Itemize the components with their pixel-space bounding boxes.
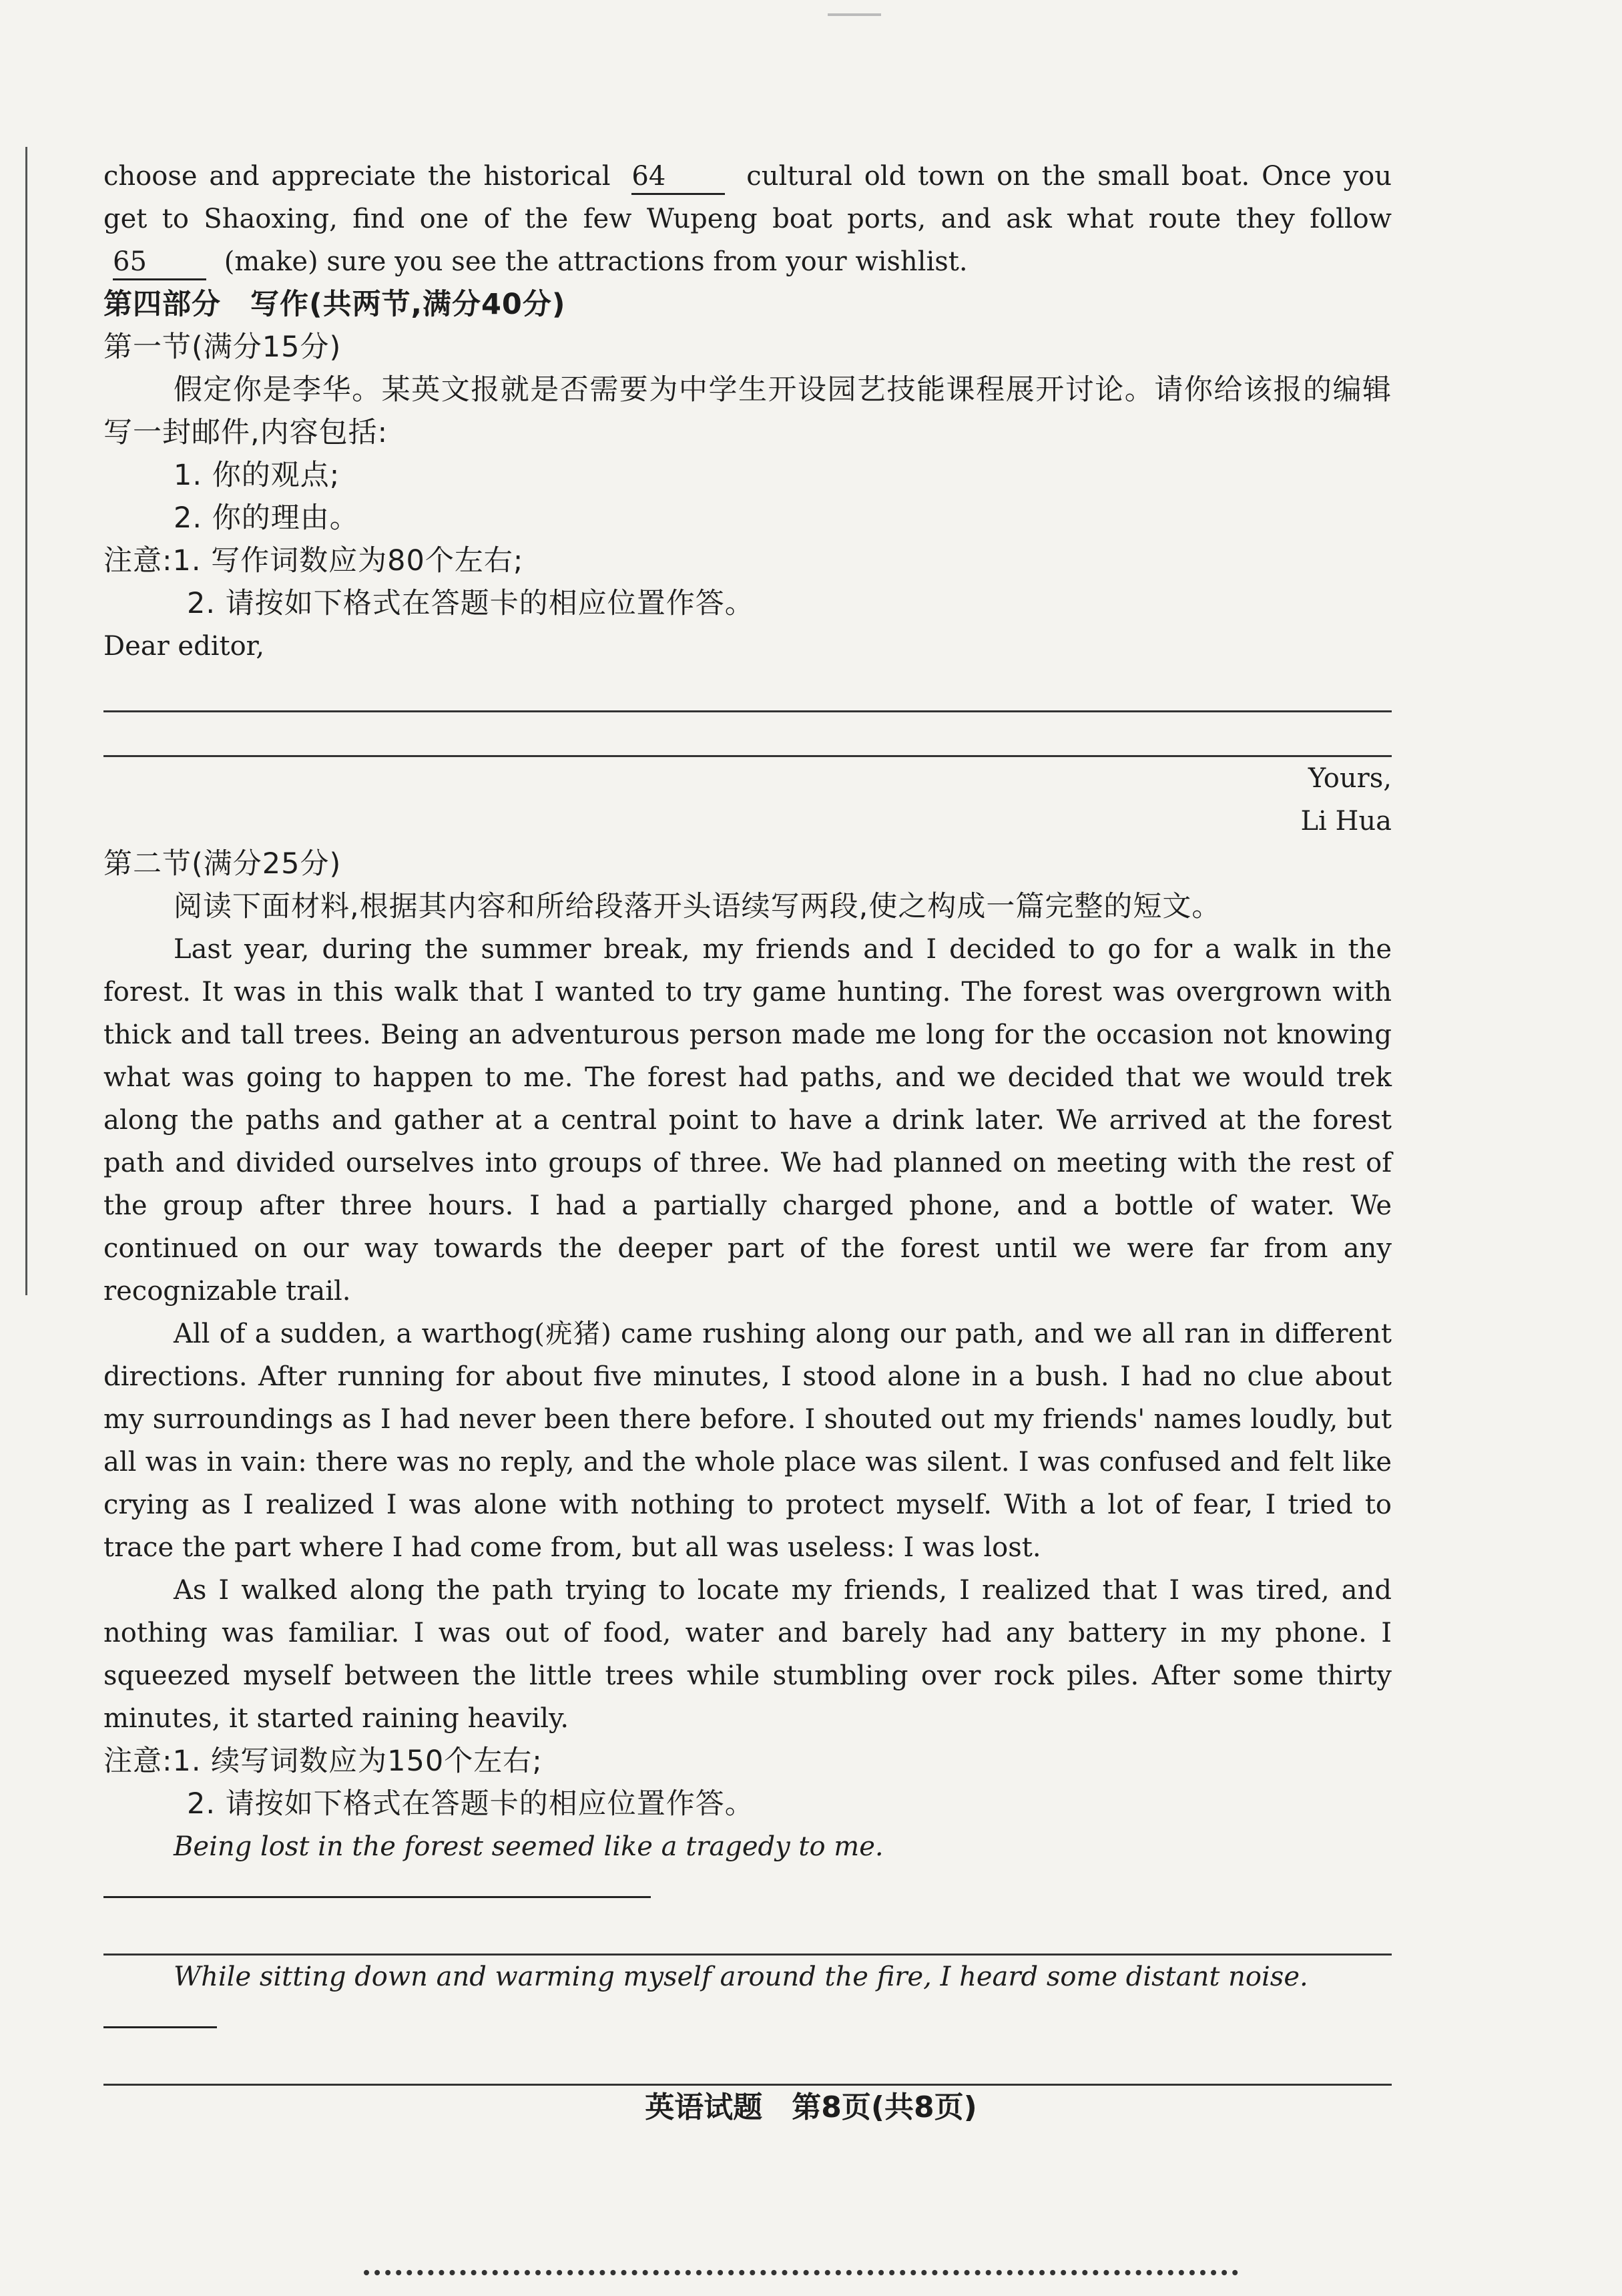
page-content (103, 155, 1392, 2086)
closing: Yours, (1308, 763, 1392, 794)
blank-65[interactable]: 65 (113, 245, 206, 280)
section1-prompt: 假定你是李华。某英文报就是否需要为中学生开设园艺技能课程展开讨论。请你给该报的编辑写一封邮件,内容包括: (103, 373, 1392, 449)
section1-item: 1. 你的观点; (174, 459, 340, 492)
continuation-start-2: While sitting down and warming myself around the fire, I heard some distant noise. (103, 1956, 1392, 2041)
signature: Li Hua (1300, 806, 1392, 837)
dotted-border (364, 2270, 1238, 2282)
writing-line[interactable] (103, 668, 1392, 712)
binding-margin-line (25, 147, 27, 1295)
writing-line[interactable] (103, 1911, 1392, 1956)
passage-continuation: choose and appreciate the historical 64 cultural old town on the small boat. Once you get to Shaoxing, find one of the few Wupeng boat ports, and ask what route they follow 65 (make) sure you see the attractions from your wishlist. (103, 155, 1392, 283)
section1-note: 2. 请按如下格式在答题卡的相应位置作答。 (187, 587, 754, 620)
section2-note: 注意:1. 续写词数应为150个左右; (103, 1745, 543, 1778)
scan-mark (828, 13, 881, 16)
page-footer: 英语试题 第8页(共8页) (645, 2090, 977, 2124)
answer-blank[interactable] (103, 2000, 217, 2028)
section1-heading: 第一节(满分15分) (103, 330, 342, 364)
story-paragraph: All of a sudden, a warthog(疣猪) came rushing along our path, and we all ran in different directions. After running for about five minutes, I stood alone in a bush. I had no clue about my surroundings as I had never been there before. I shouted out my friends' names loudly, but all was in vain: there was no reply, and the whole place was silent. I was confused and felt like crying as I realized I was alone with nothing to protect myself. With a lot of fear, I tried to trace the part where I had come from, but all was useless: I was lost. (103, 1319, 1392, 1563)
answer-blank[interactable] (103, 1869, 651, 1898)
story-paragraph: As I walked along the path trying to locate my friends, I realized that I was tired, and nothing was familiar. I was out of food, water and barely had any battery in my phone. I squeezed myself between the little trees while stumbling over rock piles. After some thirty minutes, it started raining heavily. (103, 1575, 1392, 1734)
story-paragraph: Last year, during the summer break, my friends and I decided to go for a walk in the forest. It was in this walk that I wanted to try game hunting. The forest was overgrown with thick and tall trees. Being an adventurous person made me long for the occasion not knowing what was going to happen to me. The forest had paths, and we decided that we would trek along the paths and gather at a central point to have a drink later. We arrived at the forest path and divided ourselves into groups of three. We had planned on meeting with the rest of the group after three hours. I had a partially charged phone, and a bottle of water. We continued on our way towards the deeper part of the forest until we were far from any recognizable trail. (103, 934, 1392, 1307)
section1-item: 2. 你的理由。 (174, 501, 359, 535)
section1-note: 注意:1. 写作词数应为80个左右; (103, 544, 524, 578)
writing-line[interactable] (103, 712, 1392, 757)
salutation: Dear editor, (103, 631, 265, 662)
continuation-start-1: Being lost in the forest seemed like a tragedy to me. (103, 1825, 1392, 1911)
section2-instruction: 阅读下面材料,根据其内容和所给段落开头语续写两段,使之构成一篇完整的短文。 (174, 890, 1222, 923)
blank-64[interactable]: 64 (631, 160, 725, 195)
section2-note: 2. 请按如下格式在答题卡的相应位置作答。 (187, 1787, 754, 1821)
writing-line[interactable] (103, 2041, 1392, 2086)
section2-heading: 第二节(满分25分) (103, 847, 342, 881)
part4-heading: 第四部分 写作(共两节,满分40分) (103, 288, 566, 321)
